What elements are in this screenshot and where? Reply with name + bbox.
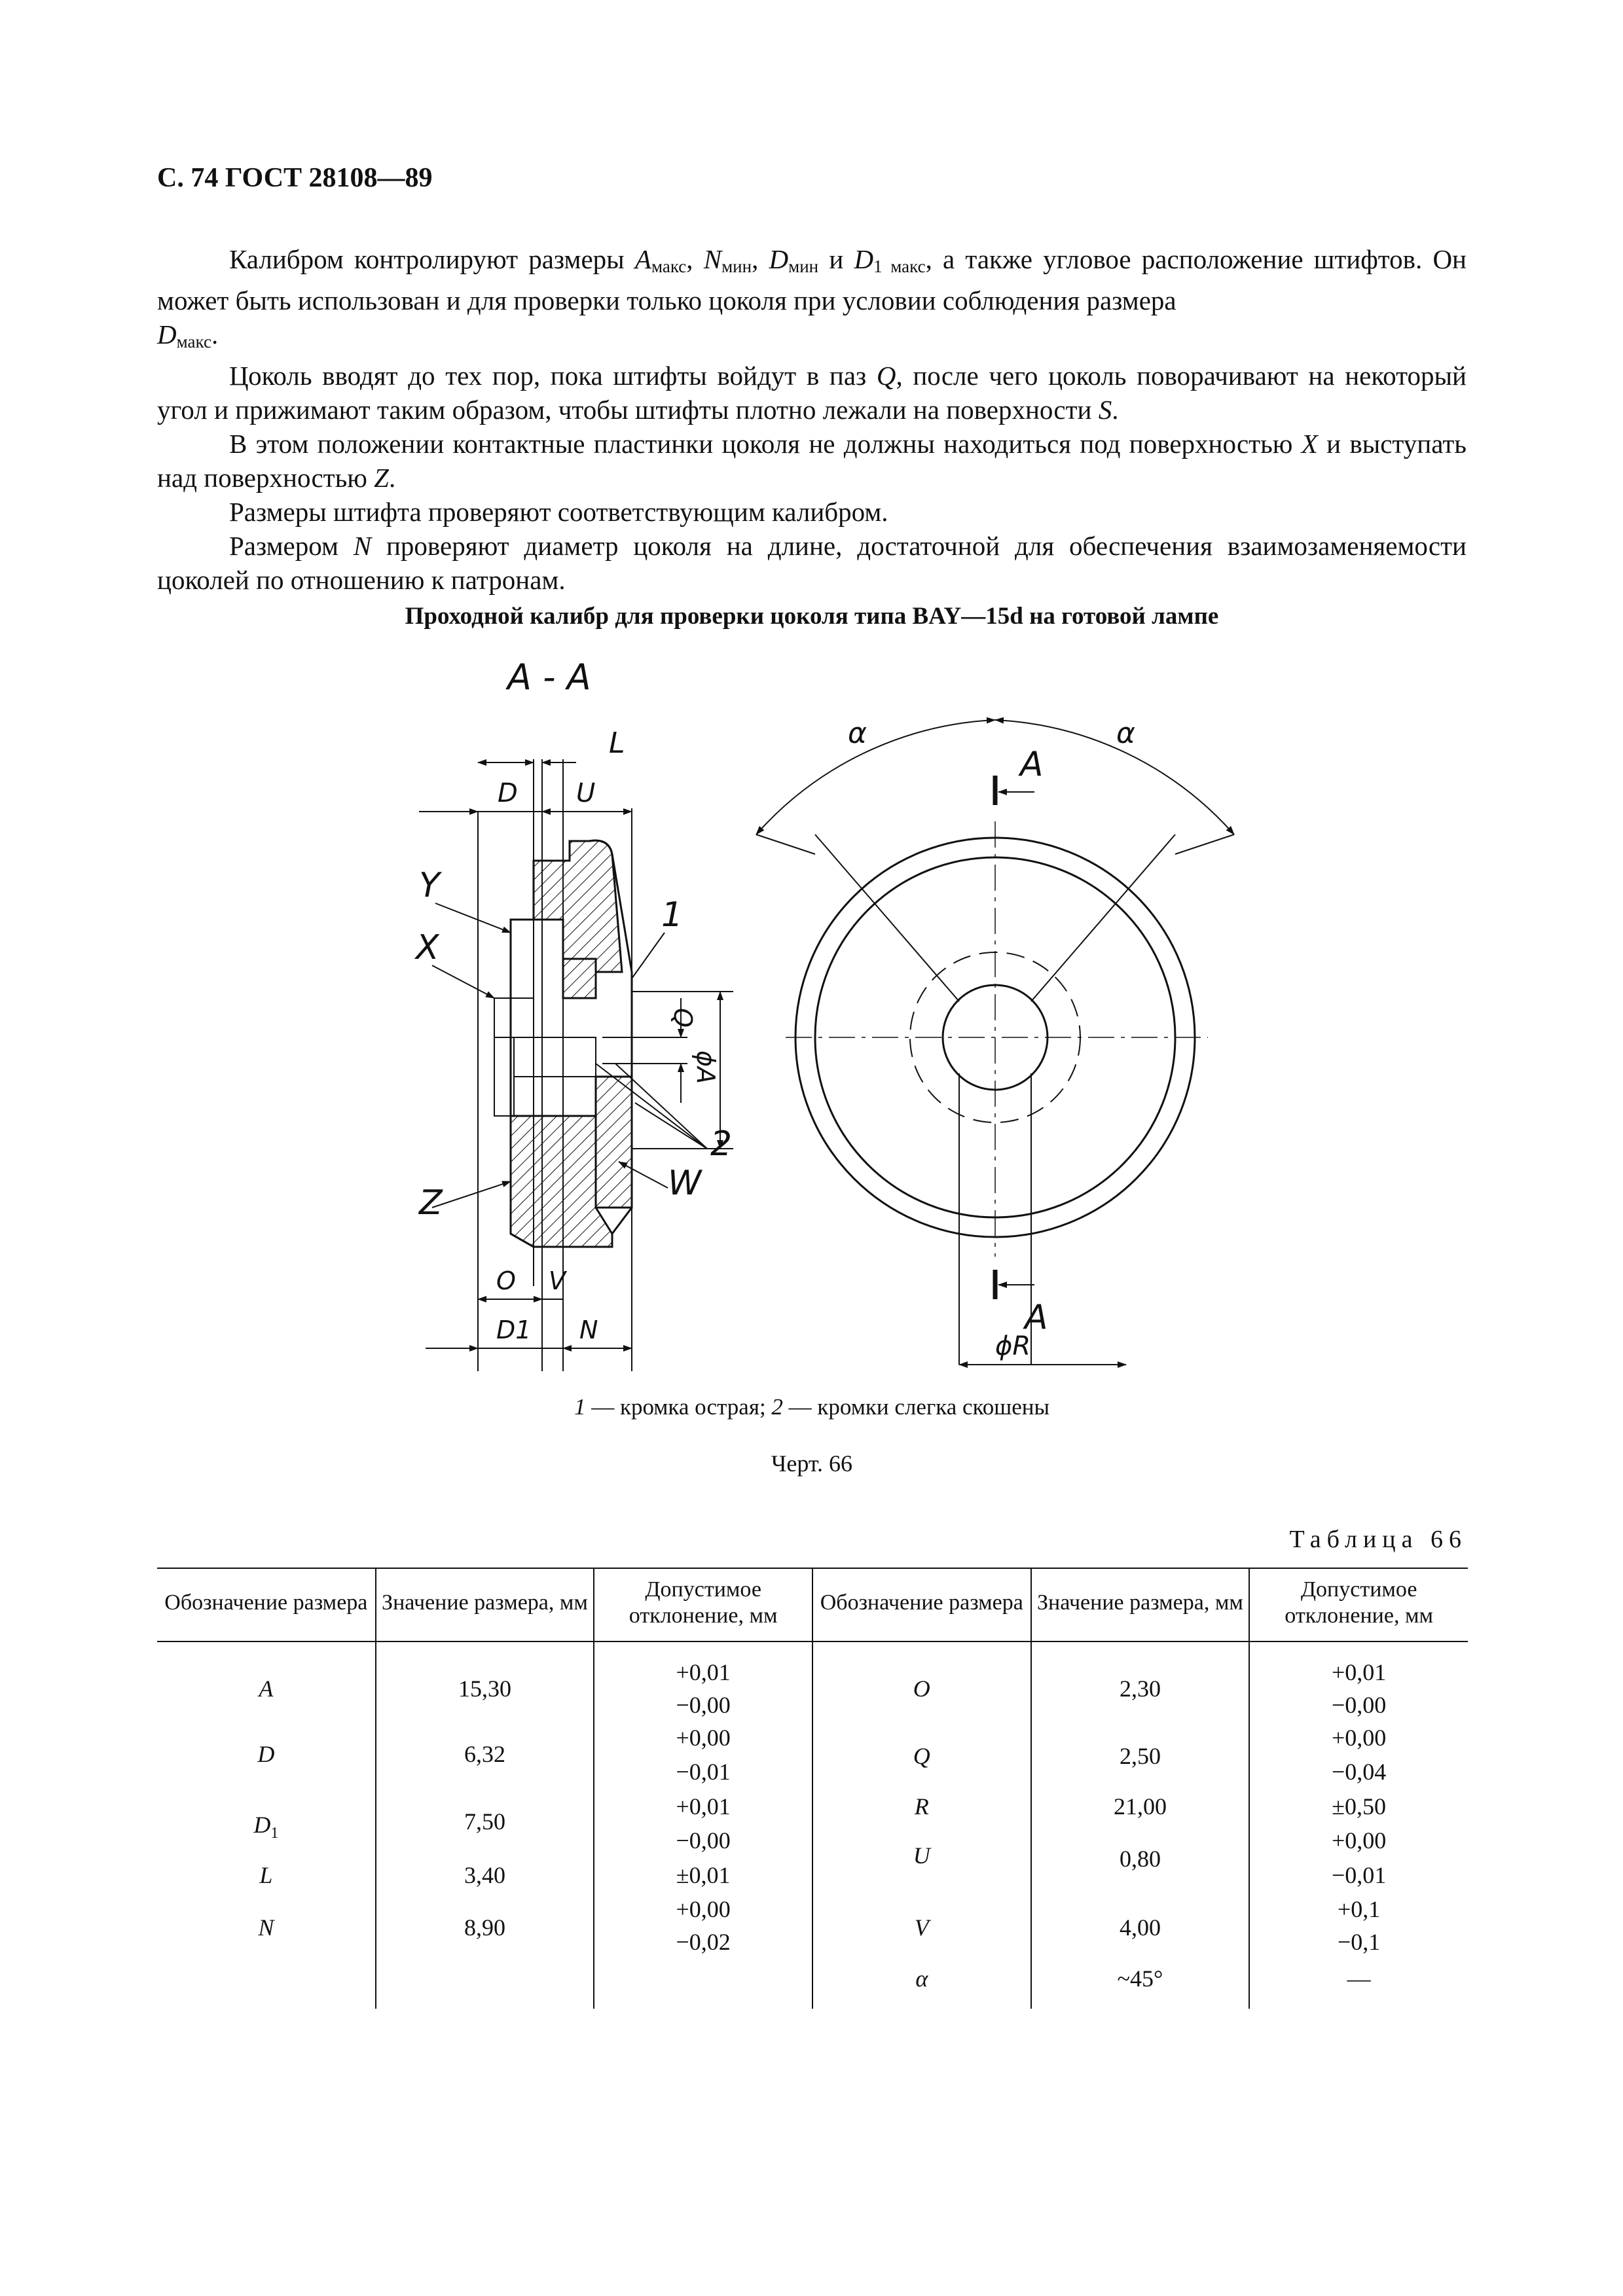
front-view — [756, 717, 1234, 1365]
label-U: U — [576, 778, 596, 808]
table-label: Таблица 66 — [1289, 1526, 1467, 1553]
value: 6,32 — [464, 1741, 505, 1767]
symbol: α — [915, 1965, 928, 1992]
header-tolerance-2: Допустимое отклонение, мм — [1249, 1568, 1468, 1641]
symbol: N — [258, 1914, 274, 1941]
paragraph-2: Цоколь вводят до тех пор, пока штифты войдут в паз Q, после чего цоколь поворачивают на некоторый угол и прижимают таким образом, чтобы штифты плотно лежали на поверхности S. — [157, 361, 1467, 425]
label-Q: Q — [668, 1008, 697, 1028]
value: 15,30 — [458, 1676, 511, 1702]
label-N: N — [579, 1316, 598, 1344]
label-1: 1 — [661, 895, 684, 935]
section-label: A - A — [507, 656, 591, 698]
symbol: D — [257, 1741, 275, 1767]
value: 0,80 — [1119, 1846, 1161, 1872]
col-values-left — [376, 1641, 594, 2009]
header-value: Значение размера, мм — [376, 1568, 594, 1641]
value: ~45° — [1117, 1965, 1163, 1992]
body-text — [157, 242, 1467, 597]
tolerance: +0,01 — [676, 1659, 731, 1685]
tolerance: −0,1 — [1337, 1929, 1381, 1955]
paragraph-1: Калибром контролируют размеры $A_{макс}$, $N_{мин}$, $D_{мин}$ и $D_{1 макс}$, а также угловое расположение штифтов. Он может быть использован и для проверки только цоколя при условии соблюдения размера — [157, 244, 1467, 315]
col-symbols-right — [812, 1641, 1031, 2009]
value: 2,50 — [1119, 1743, 1161, 1769]
tolerance: +0,00 — [1331, 1725, 1387, 1751]
label-X: X — [416, 928, 439, 967]
symbol: R — [914, 1793, 929, 1820]
label-L: L — [609, 726, 625, 760]
tolerance: −0,00 — [676, 1692, 731, 1718]
paragraph-4: Размеры штифта проверяют соответствующим калибром. — [229, 497, 888, 527]
tolerance: −0,00 — [1331, 1692, 1387, 1718]
header-value-2: Значение размера, мм — [1031, 1568, 1250, 1641]
symbol: $D_1$ — [253, 1812, 279, 1842]
symbol: V — [914, 1914, 929, 1941]
tolerance: −0,04 — [1331, 1759, 1387, 1785]
figure-note: 1 — кромка острая; 2 — кромки слегка скошены — [574, 1394, 1050, 1420]
paragraph-1-end: $D_{макс}$. — [157, 319, 219, 351]
header-designation-2: Обозначение размера — [812, 1568, 1031, 1641]
tolerance: −0,01 — [676, 1759, 731, 1785]
tolerance: ±0,01 — [676, 1862, 731, 1888]
tolerance: +0,00 — [1331, 1827, 1387, 1854]
label-Z: Z — [419, 1183, 443, 1223]
label-O: O — [496, 1266, 516, 1295]
tolerance: ±0,50 — [1332, 1793, 1387, 1820]
symbol: U — [913, 1842, 930, 1869]
tolerance: +0,1 — [1337, 1896, 1381, 1922]
col-tolerances-left — [594, 1641, 812, 2009]
symbol: A — [259, 1676, 274, 1702]
tolerance: −0,02 — [676, 1929, 731, 1955]
value: 8,90 — [464, 1914, 505, 1941]
figure-title: Проходной калибр для проверки цоколя типа BAY—15d на готовой лампе — [405, 603, 1219, 630]
header-tolerance: Допустимое отклонение, мм — [594, 1568, 812, 1641]
label-phiA: ϕA — [691, 1050, 720, 1085]
tolerance: −0,01 — [1331, 1862, 1387, 1888]
col-values-right — [1031, 1641, 1250, 2009]
figure-caption: Черт. 66 — [771, 1450, 852, 1477]
col-tolerances-right — [1249, 1641, 1468, 2009]
section-view — [414, 656, 733, 1371]
page-header: С. 74 ГОСТ 28108—89 — [157, 163, 433, 193]
label-W: W — [668, 1164, 702, 1203]
label-A-bottom: A — [1025, 1298, 1048, 1337]
symbol: L — [259, 1862, 273, 1888]
value: 4,00 — [1119, 1914, 1161, 1941]
value: 7,50 — [464, 1808, 505, 1835]
label-alpha-right: α — [1116, 717, 1136, 750]
label-V: V — [549, 1266, 566, 1295]
label-Y: Y — [419, 866, 440, 905]
label-alpha-left: α — [848, 717, 867, 750]
technical-drawing — [380, 645, 1309, 1384]
tolerance: +0,00 — [676, 1896, 731, 1922]
value: 21,00 — [1113, 1793, 1167, 1820]
dimensions-table — [157, 1568, 1468, 2009]
label-A-top: A — [1020, 745, 1044, 784]
paragraph-3: В этом положении контактные пластинки цоколя не должны находиться под поверхностью X и выступать над поверхностью Z. — [157, 429, 1467, 493]
tolerance: −0,00 — [676, 1827, 731, 1854]
paragraph-5: Размером N проверяют диаметр цоколя на длине, достаточной для обеспечения взаимозаменяемости цоколей по отношению к патронам. — [157, 531, 1467, 595]
label-D: D — [498, 778, 518, 808]
tolerance: +0,01 — [676, 1793, 731, 1820]
label-D1: D1 — [496, 1316, 532, 1344]
symbol: Q — [913, 1743, 930, 1769]
label-2: 2 — [710, 1124, 733, 1164]
tolerance: +0,00 — [676, 1725, 731, 1751]
value: 3,40 — [464, 1862, 505, 1888]
header-designation: Обозначение размера — [157, 1568, 376, 1641]
label-phiR: ϕR — [995, 1331, 1031, 1361]
tolerance: +0,01 — [1331, 1659, 1387, 1685]
symbol: O — [913, 1676, 930, 1702]
tolerance: — — [1347, 1965, 1371, 1992]
value: 2,30 — [1119, 1676, 1161, 1702]
col-symbols-left — [157, 1641, 376, 2009]
